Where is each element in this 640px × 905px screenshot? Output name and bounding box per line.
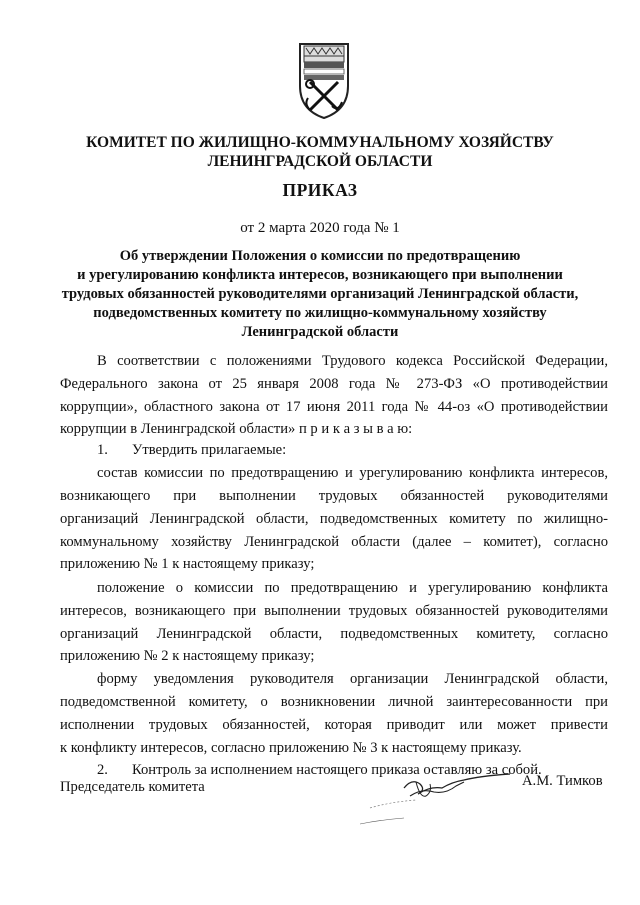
sub2-line: интересов, возникающего при выполнении трудовых обязанностей руководителями bbox=[60, 603, 608, 619]
subject-line: Ленинградской области bbox=[241, 324, 399, 340]
document-date-number: от 2 марта 2020 года № 1 bbox=[240, 220, 400, 236]
sub1-line: коммунальному хозяйству Ленинградской области (далее – комитет), согласно bbox=[60, 534, 608, 550]
sub3-line: к конфликту интересов, согласно приложению № 3 к настоящему приказу. bbox=[60, 740, 522, 756]
signatory-name: А.М. Тимков bbox=[522, 773, 603, 789]
sub1-line: приложению № 1 к настоящему приказу; bbox=[60, 556, 315, 572]
preamble-line: коррупции», областного закона от 17 июня 2011 года № 44-оз «О противодействии bbox=[60, 399, 608, 415]
sub2-line: положение о комиссии по предотвращению и урегулированию конфликта bbox=[97, 580, 608, 596]
subject-line: трудовых обязанностей руководителями организаций Ленинградской области, bbox=[61, 286, 579, 302]
preamble-line: коррупции в Ленинградской области» п р и к а з ы в а ю: bbox=[60, 421, 413, 437]
handwritten-signature bbox=[360, 758, 520, 828]
item-text: Утвердить прилагаемые: bbox=[132, 442, 287, 458]
sub2-line: организаций Ленинградской области, подведомственных комитету, согласно bbox=[60, 626, 608, 642]
subject-line: Об утверждении Положения о комиссии по предотвращению bbox=[119, 248, 521, 264]
organization-name-line2: ЛЕНИНГРАДСКОЙ ОБЛАСТИ bbox=[207, 153, 433, 170]
sub1-line: состав комиссии по предотвращению и урегулированию конфликта интересов, bbox=[97, 465, 608, 481]
subject-line: и урегулированию конфликта интересов, возникающего при выполнении bbox=[77, 267, 563, 283]
subject-line: подведомственных комитету по жилищно-коммунальному хозяйству bbox=[93, 305, 547, 321]
signatory-position: Председатель комитета bbox=[60, 779, 205, 795]
item-number: 2. bbox=[97, 762, 108, 778]
organization-name-line1: КОМИТЕТ ПО ЖИЛИЩНО-КОММУНАЛЬНОМУ ХОЗЯЙСТВУ bbox=[86, 134, 554, 151]
sub2-line: приложению № 2 к настоящему приказу; bbox=[60, 648, 315, 664]
sub3-line: подведомственной комитету, о возникновении личной заинтересованности при bbox=[60, 694, 608, 710]
sub3-line: форму уведомления руководителя организации Ленинградской области, bbox=[97, 671, 608, 687]
item-text: Контроль за исполнением настоящего приказа оставляю за собой. bbox=[132, 762, 542, 778]
sub1-line: возникающего при выполнении трудовых обязанностей руководителями bbox=[60, 488, 608, 504]
sub3-line: исполнении трудовых обязанностей, которая приводит или может привести bbox=[60, 717, 608, 733]
item-number: 1. bbox=[97, 442, 108, 458]
coat-of-arms-emblem bbox=[296, 40, 352, 122]
preamble-line: Федерального закона от 25 января 2008 года № 273-ФЗ «О противодействии bbox=[60, 376, 608, 392]
preamble-line: В соответствии с положениями Трудового кодекса Российской Федерации, bbox=[97, 353, 608, 369]
sub1-line: организаций Ленинградской области, подведомственных комитету по жилищно- bbox=[60, 511, 608, 527]
document-type-title: ПРИКАЗ bbox=[282, 180, 358, 200]
